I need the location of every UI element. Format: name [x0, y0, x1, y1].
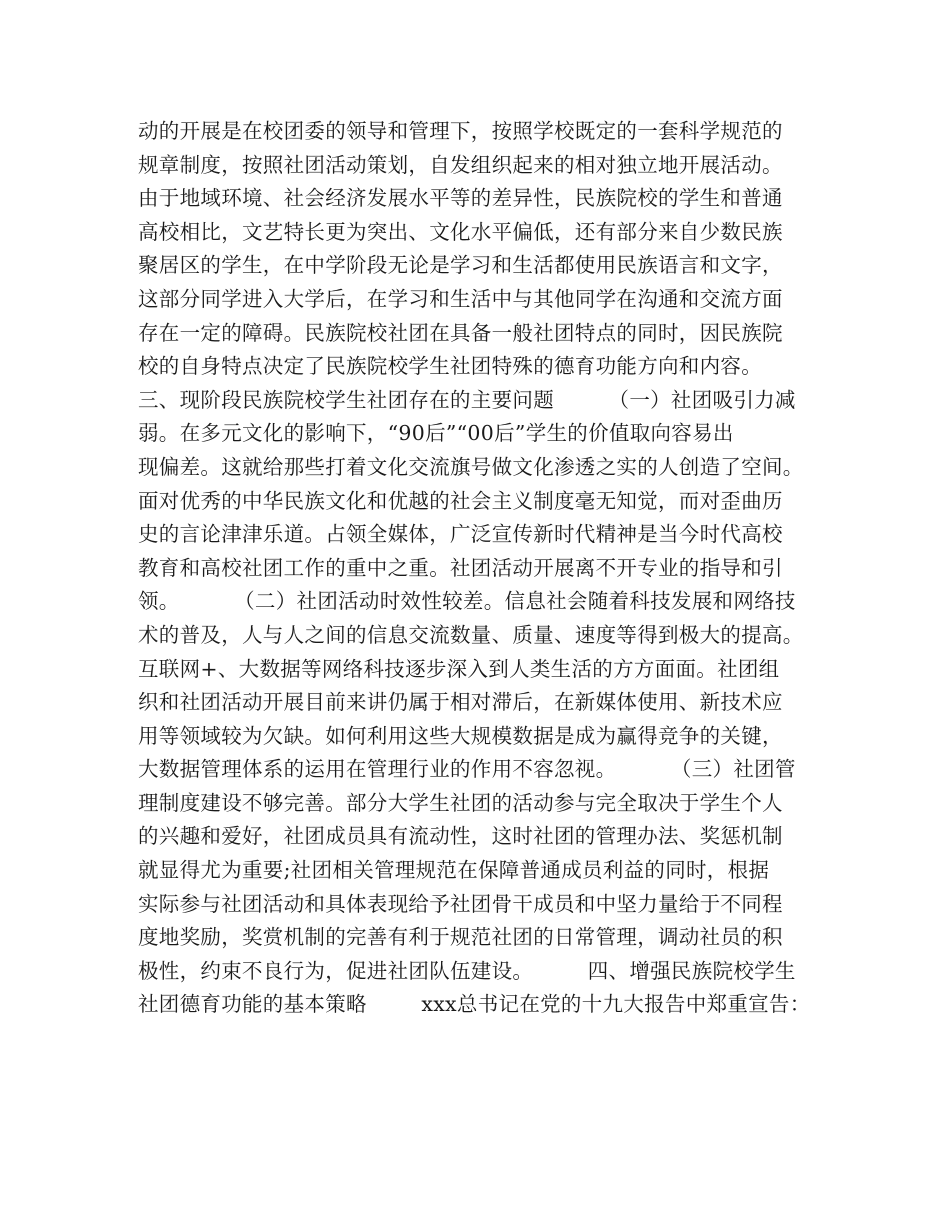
text-line: 互联网+、大数据等网络科技逐步深入到人类生活的方方面面。社团组 [138, 656, 780, 681]
text-line: 就显得尤为重要;社团相关管理规范在保障普通成员利益的同时，根据 [138, 858, 770, 883]
text-line: 织和社团活动开展目前来讲仍属于相对滞后，在新媒体使用、新技术应 [138, 690, 783, 715]
text-line: 现偏差。这就给那些打着文化交流旗号做文化渗透之实的人创造了空间。 [138, 454, 804, 479]
text-line: 领。 （二）社团活动时效性较差。信息社会随着科技发展和网络技 [138, 589, 796, 614]
text-line: 用等领域较为欠缺。如何利用这些大规模数据是成为赢得竞争的关键， [138, 723, 783, 748]
text-line: 面对优秀的中华民族文化和优越的社会主义制度毫无知觉，而对歪曲历 [138, 488, 783, 513]
text-line: 校的自身特点决定了民族院校学生社团特殊的德育功能方向和内容。 [138, 354, 762, 379]
text-line: 高校相比，文艺特长更为突出、文化水平偏低，还有部分来自少数民族 [138, 219, 783, 244]
text-line: 弱。在多元文化的影响下，“90后”“00后”学生的价值取向容易出 [138, 421, 734, 446]
text-line: 实际参与社团活动和具体表现给予社团骨干成员和中坚力量给于不同程 [138, 891, 783, 916]
text-line: 理制度建设不够完善。部分大学生社团的活动参与完全取决于学生个人 [138, 790, 783, 815]
text-line: 的兴趣和爱好，社团成员具有流动性，这时社团的管理办法、奖惩机制 [138, 824, 783, 849]
text-line: 史的言论津津乐道。占领全媒体，广泛宣传新时代精神是当今时代高校 [138, 522, 783, 547]
text-line: 动的开展是在校团委的领导和管理下，按照学校既定的一套科学规范的 [138, 119, 783, 143]
text-line: 聚居区的学生，在中学阶段无论是学习和生活都使用民族语言和文字， [138, 253, 783, 278]
document-body [138, 115, 838, 1022]
text-line: 这部分同学进入大学后，在学习和生活中与其他同学在沟通和交流方面 [138, 286, 783, 311]
text-line: 极性，约束不良行为，促进社团队伍建设。 四、增强民族院校学生 [138, 958, 796, 983]
text-line: 存在一定的障碍。民族院校社团在具备一般社团特点的同时，因民族院 [138, 320, 783, 345]
text-line: 社团德育功能的基本策略 xxx总书记在党的十九大报告中郑重宣告： [138, 992, 811, 1017]
text-line: 术的普及，人与人之间的信息交流数量、质量、速度等得到极大的提高。 [138, 622, 804, 647]
text-line: 三、现阶段民族院校学生社团存在的主要问题 （一）社团吸引力减 [138, 387, 796, 412]
text-line: 教育和高校社团工作的重中之重。社团活动开展离不开专业的指导和引 [138, 555, 783, 580]
text-line: 由于地域环境、社会经济发展水平等的差异性，民族院校的学生和普通 [138, 186, 783, 211]
text-line: 规章制度，按照社团活动策划，自发组织起来的相对独立地开展活动。 [138, 152, 783, 177]
text-line: 大数据管理体系的运用在管理行业的作用不容忽视。 （三）社团管 [138, 757, 796, 782]
text-line: 度地奖励，奖赏机制的完善有利于规范社团的日常管理，调动社员的积 [138, 925, 783, 950]
